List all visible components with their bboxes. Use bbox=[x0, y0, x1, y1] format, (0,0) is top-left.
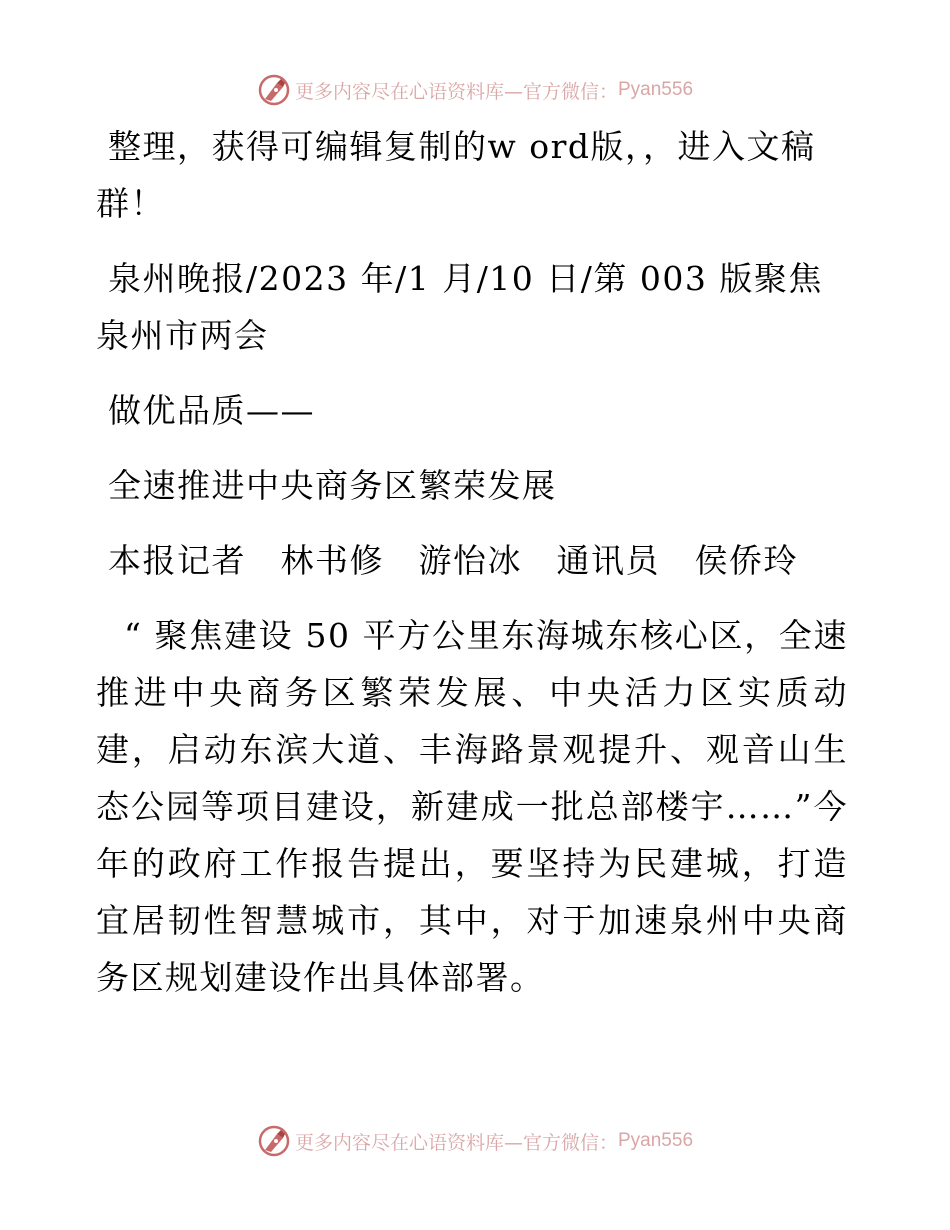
header-watermark bbox=[0, 70, 950, 110]
headline-part-2: 全速推进中央商务区繁荣发展 bbox=[108, 466, 557, 505]
watermark-text: 更多内容尽在心语资料库—官方微信： bbox=[294, 80, 618, 103]
source-line: 泉州晚报/2023 年/1 月/10 日/第 003 版聚焦泉州市两会 bbox=[96, 259, 823, 355]
body-paragraph: “ 聚焦建设 50 平方公里东海城东核心区，全速推进中央商务区繁荣发展、中央活力区实质动建，启动东滨大道、丰海路景观提升、观音山生态公园等项目建设，新建成一批总部楼宇……”今年的政府工作报告提出，要坚持为民建城，打造宜居韧性智慧城市，其中，对于加速泉州中央商务区规划建设作出具体部署。 bbox=[96, 616, 848, 997]
headline-part-1: 做优品质—— bbox=[108, 391, 315, 430]
intro-paragraph: 整理，获得可编辑复制的w ord版，，进入文稿群！ bbox=[96, 127, 816, 223]
document-body bbox=[96, 118, 848, 1024]
footer-watermark bbox=[0, 1121, 950, 1161]
pen-nib-logo-icon bbox=[257, 73, 291, 107]
watermark-wechat-id: Pyan556 bbox=[618, 79, 694, 100]
pen-nib-logo-icon bbox=[257, 1124, 291, 1158]
watermark-text: 更多内容尽在心语资料库—官方微信： bbox=[294, 1131, 618, 1154]
byline: 本报记者 林书修 游怡冰 通讯员 侯侨玲 bbox=[108, 541, 798, 580]
watermark-wechat-id: Pyan556 bbox=[618, 1130, 694, 1151]
